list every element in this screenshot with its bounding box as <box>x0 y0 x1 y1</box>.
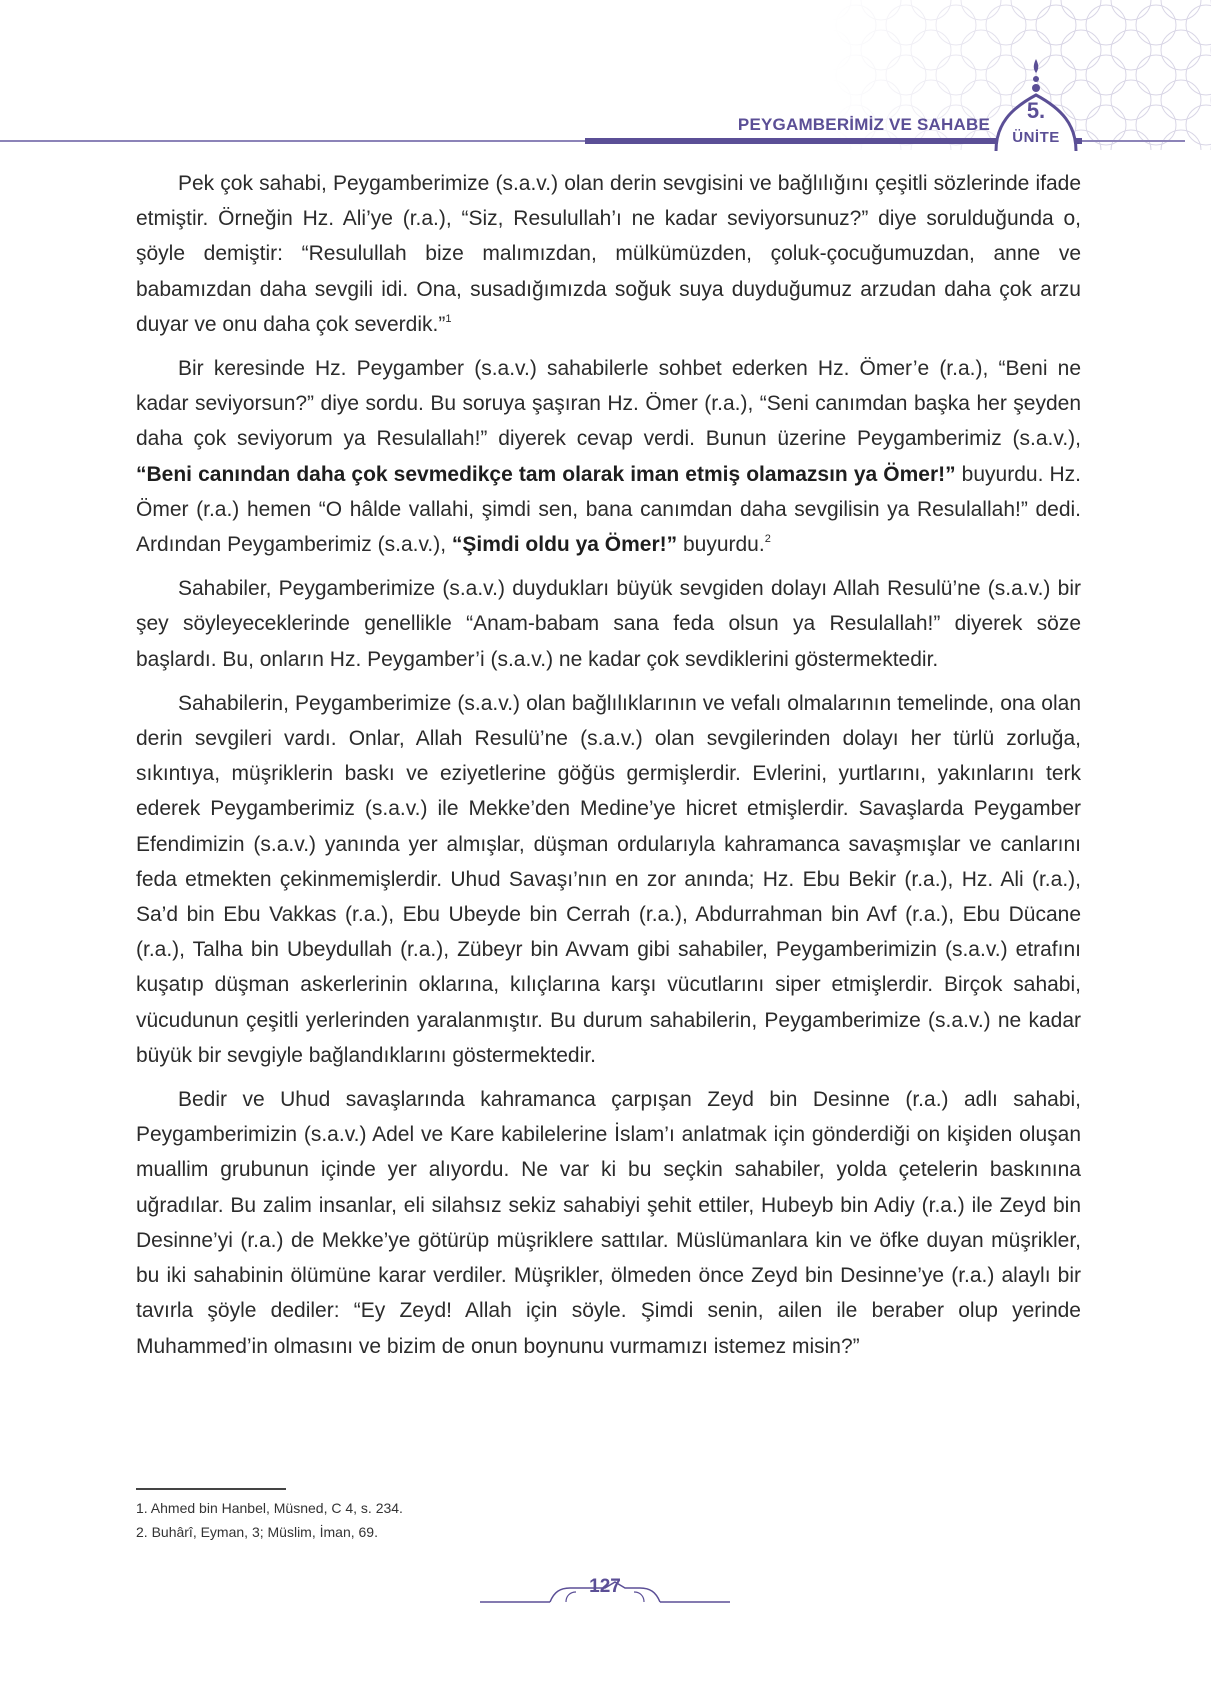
text-run: Pek çok sahabi, Peygamberimize (s.a.v.) olan derin sevgisini ve bağlılığını çeşitli sözlerinde ifade etmiştir. Örneğin Hz. Ali’ye (r.a.), “Siz, Resulullah’ı ne kadar seviyorsunuz?” diye sorulduğunda o, şöyle demiştir: “Resulullah bize malımızdan, mülkümüzden, çoluk-çocuğumuzdan, anne ve babamızdan daha sevgili idi. Ona, susadığımızda soğuk suya duyduğumuz arzudan daha çok arzu duyar ve onu daha çok severdik.” <box>136 172 1081 336</box>
paragraph <box>136 166 1081 342</box>
text-run: Bir keresinde Hz. Peygamber (s.a.v.) sahabilerle sohbet ederken Hz. Ömer’e (r.a.), “Beni ne kadar seviyorsun?” diye sordu. Bu soruya şaşıran Hz. Ömer (r.a.), “Seni canımdan başka her şeyden daha çok seviyorum ya Resulallah!” diyerek cevap verdi. Bunun üzerine Peygamberimiz (s.a.v.), <box>136 357 1081 451</box>
footnote-ref: 2 <box>764 533 771 546</box>
footnote-divider <box>136 1488 286 1490</box>
text-run: Sahabilerin, Peygamberimize (s.a.v.) olan bağlılıklarının ve vefalı olmalarının temelinde, ona olan derin sevgileri vardı. Onlar, Allah Resulü’ne (s.a.v.) olan sevgilerinden dolayı her türlü zorluğa, sıkıntıya, müşriklerin baskı ve eziyetlerine göğüs germişlerdir. Evlerini, yurtlarını, yakınlarını terk ederek Peygamberimiz (s.a.v.) ile Mekke’den Medine’ye hicret etmişlerdir. Savaşlarda Peygamber Efendimizin (s.a.v.) yanında yer almışlar, düşman ordularıyla kahramanca savaşmışlar ve canlarını feda etmekten çekinmemişlerdir. Uhud Savaşı’nın en zor anında; Hz. Ebu Bekir (r.a.), Hz. Ali (r.a.), Sa’d bin Ebu Vakkas (r.a.), Ebu Ubeyde bin Cerrah (r.a.), Abdurrahman bin Avf (r.a.), Ebu Dücane (r.a.), Talha bin Ubeydullah (r.a.), Zübeyr bin Avvam gibi sahabiler, Peygamberimizin (s.a.v.) etrafını kuşatıp düşman askerlerinin oklarına, kılıçlarına karşı vücutlarını siper etmişlerdir. Birçok sahabi, vücudunun çeşitli yerlerinden yaralanmıştır. Bu durum sahabilerin, Peygamberimize (s.a.v.) ne kadar büyük bir sevgiyle bağlandıklarını göstermektedir. <box>136 691 1081 1067</box>
unit-number: 5. <box>1026 98 1046 123</box>
footnote-1: 1. Ahmed bin Hanbel, Müsned, C 4, s. 234. <box>136 1500 403 1516</box>
text-run: buyurdu. Hz. Ömer (r.a.) hemen “O hâlde vallahi, şimdi sen, bana canımdan daha sevgilisin ya Resulallah!” dedi. Ardından Peygamberimiz (s.a.v.), <box>136 462 1081 557</box>
text-run: Bedir ve Uhud savaşlarında kahramanca çarpışan Zeyd bin Desinne (r.a.) adlı sahabi, Peygamberimizin (s.a.v.) Adel ve Kare kabilelerine İslam’ı anlatmak için gönderdiği on kişiden oluşan muallim grubunun içinde yer alıyordu. Ne var ki bu seçkin sahabiler, yolda çetelerin baskınına uğradılar. Bu zalim insanlar, eli silahsız sekiz sahabiyi şehit ettiler, Hubeyb bin Adiy (r.a.) ile Zeyd bin Desinne’yi (r.a.) de Mekke’ye götürüp müşriklere sattılar. Müslümanlara kin ve öfke duyan müşrikler, bu iki sahabinin ölümüne karar verdiler. Müşrikler, ölmeden önce Zeyd bin Desinne’ye (r.a.) alaylı bir tavırla şöyle dediler: “Ey Zeyd! Allah için söyle. Şimdi senin, ailen ile beraber olup yerinde Muhammed’in olmasını ve bizim de onun boynunu vurmamızı istemez misin?” <box>136 1088 1081 1358</box>
emphasized-quote: “Şimdi oldu ya Ömer!” <box>451 533 678 557</box>
paragraph <box>136 351 1081 562</box>
footnote-2: 2. Buhârî, Eyman, 3; Müslim, İman, 69. <box>136 1524 378 1540</box>
paragraph <box>136 571 1081 677</box>
paragraph <box>136 686 1081 1073</box>
footnotes <box>136 1496 403 1544</box>
text-run: Sahabiler, Peygamberimize (s.a.v.) duydukları büyük sevgiden dolayı Allah Resulü’ne (s.a.v.) bir şey söyleyeceklerinde genellikle “Anam-babam sana feda olsun ya Resulallah!” diyerek söze başlardı. Bu, onların Hz. Peygamber’i (s.a.v.) ne kadar çok sevdiklerini göstermektedir. <box>136 577 1081 671</box>
footnote-ref: 1 <box>445 312 452 325</box>
header-accent-rule <box>585 138 1005 144</box>
emphasized-quote: “Beni canından daha çok sevmedikçe tam olarak iman etmiş olamazsın ya Ömer!” <box>136 462 956 486</box>
main-text <box>136 166 1081 1373</box>
unit-label: ÜNİTE <box>1012 129 1060 146</box>
section-title: PEYGAMBERİMİZ VE SAHABE <box>737 115 990 134</box>
page-number: 127 <box>589 1576 621 1597</box>
text-run: buyurdu. <box>677 533 765 557</box>
paragraph <box>136 1082 1081 1364</box>
